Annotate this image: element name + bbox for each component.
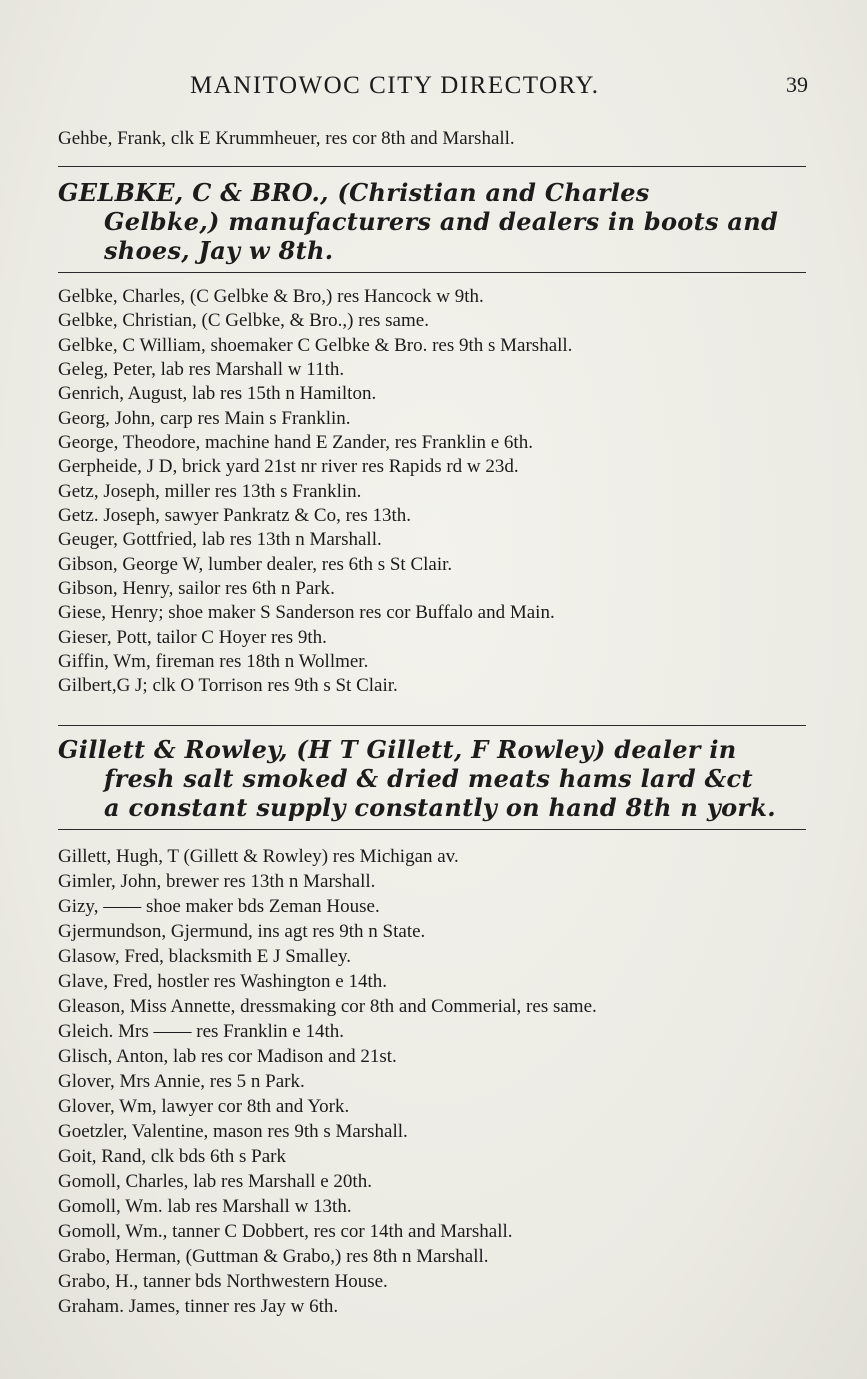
directory-entry: Grabo, Herman, (Guttman & Grabo,) res 8th n Marshall.	[58, 1246, 489, 1267]
directory-entry: Graham. James, tinner res Jay w 6th.	[58, 1296, 339, 1317]
directory-entry: Getz, Joseph, miller res 13th s Franklin.	[58, 481, 362, 502]
directory-entry: Genrich, August, lab res 15th n Hamilton.	[58, 383, 377, 404]
directory-entry: Glisch, Anton, lab res cor Madison and 21st.	[58, 1046, 397, 1067]
directory-entry: Gomoll, Wm. lab res Marshall w 13th.	[58, 1196, 352, 1217]
running-head	[58, 70, 808, 110]
advertisement-gelbke	[58, 178, 810, 265]
directory-entry: Gillett, Hugh, T (Gillett & Rowley) res Michigan av.	[58, 846, 459, 867]
ad-line: a constant supply constantly on hand 8th n york.	[104, 793, 776, 822]
directory-entry: Gehbe, Frank, clk E Krummheuer, res cor 8th and Marshall.	[58, 128, 515, 149]
directory-entry: Grabo, H., tanner bds Northwestern House.	[58, 1271, 388, 1292]
directory-entry: Geuger, Gottfried, lab res 13th n Marshall.	[58, 529, 382, 550]
directory-entry: Gjermundson, Gjermund, ins agt res 9th n State.	[58, 921, 426, 942]
directory-entry: Gieser, Pott, tailor C Hoyer res 9th.	[58, 627, 327, 648]
directory-entry: Goetzler, Valentine, mason res 9th s Marshall.	[58, 1121, 408, 1142]
directory-entry: Gimler, John, brewer res 13th n Marshall.	[58, 871, 376, 892]
directory-entry: Gilbert,G J; clk O Torrison res 9th s St Clair.	[58, 675, 398, 696]
directory-entry: Gizy, —— shoe maker bds Zeman House.	[58, 896, 380, 917]
divider-rule	[58, 166, 806, 167]
directory-entry: Glover, Wm, lawyer cor 8th and York.	[58, 1096, 350, 1117]
directory-entry: Gelbke, C William, shoemaker C Gelbke & Bro. res 9th s Marshall.	[58, 335, 573, 356]
directory-entry: Giffin, Wm, fireman res 18th n Wollmer.	[58, 651, 369, 672]
directory-entry: Glave, Fred, hostler res Washington e 14th.	[58, 971, 387, 992]
directory-entry: Gleich. Mrs —— res Franklin e 14th.	[58, 1021, 345, 1042]
advertisement-gillett	[58, 735, 810, 822]
divider-rule	[58, 725, 806, 726]
directory-entry: Gerpheide, J D, brick yard 21st nr river res Rapids rd w 23d.	[58, 456, 519, 477]
directory-entry: Gelbke, Christian, (C Gelbke, & Bro.,) res same.	[58, 310, 429, 331]
directory-entry: Georg, John, carp res Main s Franklin.	[58, 408, 351, 429]
directory-entry: Goit, Rand, clk bds 6th s Park	[58, 1146, 286, 1167]
page-number: 39	[786, 72, 808, 97]
directory-entry: Geleg, Peter, lab res Marshall w 11th.	[58, 359, 345, 380]
ad-line: Gillett & Rowley, (H T Gillett, F Rowley) dealer in	[58, 735, 737, 764]
directory-entry: Glover, Mrs Annie, res 5 n Park.	[58, 1071, 305, 1092]
directory-entry: Gibson, Henry, sailor res 6th n Park.	[58, 578, 335, 599]
running-title: MANITOWOC CITY DIRECTORY.	[190, 72, 600, 99]
directory-entry: Gleason, Miss Annette, dressmaking cor 8th and Commerial, res same.	[58, 996, 597, 1017]
divider-rule	[58, 272, 806, 273]
ad-line: fresh salt smoked & dried meats hams lard &ct	[104, 764, 753, 793]
divider-rule	[58, 829, 806, 830]
directory-entry: Getz. Joseph, sawyer Pankratz & Co, res 13th.	[58, 505, 412, 526]
directory-entry: Glasow, Fred, blacksmith E J Smalley.	[58, 946, 352, 967]
ad-line: GELBKE, C & BRO., (Christian and Charles	[58, 178, 650, 207]
directory-entry: George, Theodore, machine hand E Zander, res Franklin e 6th.	[58, 432, 533, 453]
ad-line: shoes, Jay w 8th.	[104, 236, 334, 265]
directory-entry: Gomoll, Charles, lab res Marshall e 20th.	[58, 1171, 372, 1192]
directory-entry: Gomoll, Wm., tanner C Dobbert, res cor 14th and Marshall.	[58, 1221, 513, 1242]
directory-entry: Giese, Henry; shoe maker S Sanderson res cor Buffalo and Main.	[58, 602, 555, 623]
directory-entry: Gelbke, Charles, (C Gelbke & Bro,) res Hancock w 9th.	[58, 286, 484, 307]
directory-entry: Gibson, George W, lumber dealer, res 6th s St Clair.	[58, 554, 453, 575]
ad-line: Gelbke,) manufacturers and dealers in boots and	[104, 207, 779, 236]
